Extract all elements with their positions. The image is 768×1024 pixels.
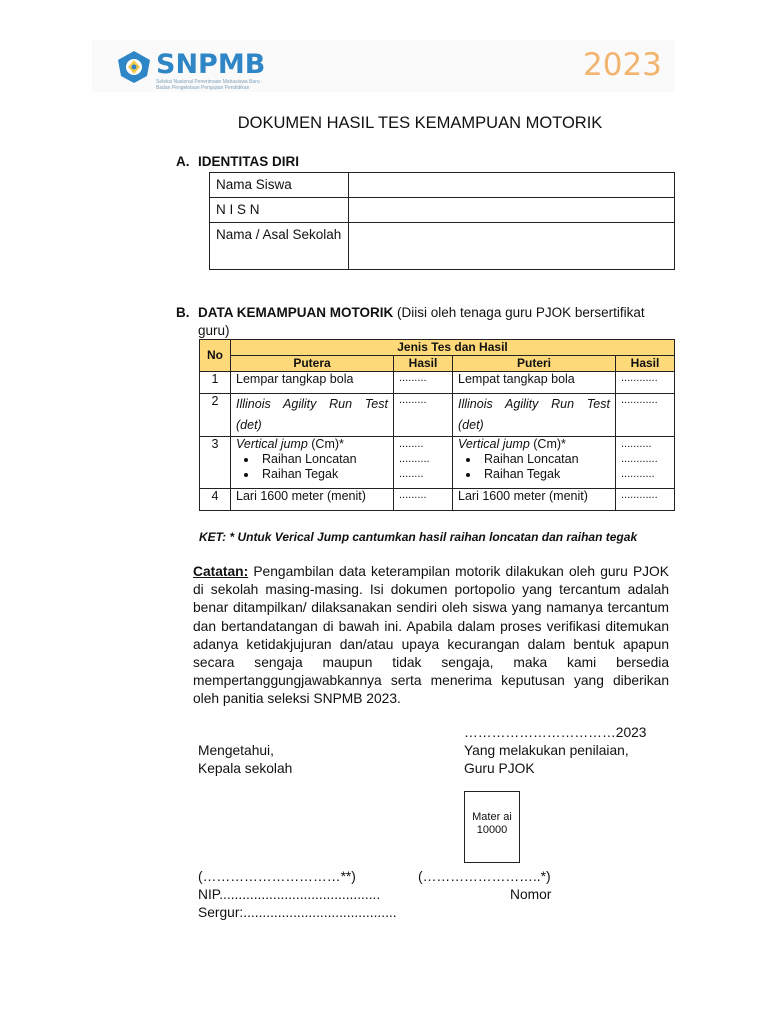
test-puteri-vertical-jump <box>453 437 616 489</box>
hasil-dots: .......... <box>621 438 652 450</box>
identity-label: Nama Siswa <box>210 173 349 198</box>
hasil-putera[interactable]: ......... <box>394 372 453 394</box>
catatan-text: Pengambilan data keterampilan motorik dilakukan oleh guru PJOK di sekolah masing-masing. Isi dokumen portopolio yang tercantum adalah benar ditampilkan/ dilaksanakan sendiri oleh siswa yang namanya tercantum dan bertandatangan di bawah ini. Apabila dalam proses verifikasi ditemukan adanya ketidakjujuran dan/atau upaya kecurangan dalam bentuk apapun secara sengaja maupun tidak sengaja, maka kami bersedia mempertanggungjawabkannya serta menerima keputusan yang diberikan oleh panitia seleksi SNPMB 2023. <box>193 564 669 707</box>
guru-name: (……………………..*) <box>418 869 551 884</box>
ket-note: KET: * Untuk Verical Jump cantumkan hasil raihan loncatan dan raihan tegak <box>199 530 638 544</box>
header-hasil: Hasil <box>616 356 675 372</box>
hasil-putera[interactable]: ......... <box>394 489 453 511</box>
section-b-note-cont: guru) <box>198 323 230 338</box>
identity-table <box>209 172 675 270</box>
header-year: 2023 <box>583 47 662 83</box>
catatan-label: Catatan: <box>193 564 249 579</box>
nisn-field[interactable] <box>349 198 675 223</box>
nip-field: NIP.......................................... <box>198 887 381 902</box>
hasil-puteri[interactable]: ............ <box>616 489 675 511</box>
list-item: • Raihan Loncatan <box>480 452 610 467</box>
section-a-title: IDENTITAS DIRI <box>198 154 299 169</box>
penilai-label: Yang melakukan penilaian, <box>464 743 629 758</box>
list-item: • Raihan Tegak <box>258 467 388 482</box>
section-a-letter: A. <box>176 154 190 169</box>
table-row <box>210 223 675 270</box>
header-putera: Putera <box>231 356 394 372</box>
hasil-dots: ........ <box>399 468 424 480</box>
hasil-puteri[interactable]: ............ <box>616 372 675 394</box>
kepala-sekolah-name: (…………………………**) <box>198 869 356 884</box>
row-no: 4 <box>200 489 231 511</box>
table-header-row <box>200 356 675 372</box>
asal-sekolah-field[interactable] <box>349 223 675 270</box>
nomor-label: Nomor <box>510 887 552 902</box>
test-putera: Lempar tangkap bola <box>231 372 394 394</box>
brand-subtitle: Seleksi Nasional Penerimaan Mahasiswa Baru · Badan Pengelolaan Pengujian Pendidikan <box>156 79 263 91</box>
header-hasil: Hasil <box>394 356 453 372</box>
hasil-dots: ............ <box>621 453 658 465</box>
tut-wuri-handayani-logo-icon <box>114 49 154 85</box>
hasil-dots: ........... <box>621 468 655 480</box>
row-no: 2 <box>200 394 231 437</box>
test-puteri: Lari 1600 meter (menit) <box>453 489 616 511</box>
kepala-sekolah-label: Kepala sekolah <box>198 761 293 776</box>
mengetahui-label: Mengetahui, <box>198 743 274 758</box>
guru-pjok-label: Guru PJOK <box>464 761 535 776</box>
document-title: DOKUMEN HASIL TES KEMAMPUAN MOTORIK <box>237 114 603 132</box>
identity-label: N I S N <box>210 198 349 223</box>
catatan-paragraph <box>193 563 669 709</box>
hasil-putera-vj[interactable] <box>394 437 453 489</box>
test-puteri: Lempat tangkap bola <box>453 372 616 394</box>
nama-siswa-field[interactable] <box>349 173 675 198</box>
list-item: • Raihan Tegak <box>480 467 610 482</box>
list-item: • Raihan Loncatan <box>258 452 388 467</box>
test-putera-vertical-jump <box>231 437 394 489</box>
vj-label: Vertical jump <box>458 437 530 451</box>
header-group: Jenis Tes dan Hasil <box>231 340 675 356</box>
signature-date: ……………………………2023 <box>464 725 647 740</box>
hasil-puteri[interactable]: ............ <box>616 394 675 437</box>
test-puteri: Illinois Agility Run Test (det) <box>453 394 616 437</box>
table-row <box>200 489 675 511</box>
motor-table <box>199 339 675 511</box>
section-b-note: (Diisi oleh tenaga guru PJOK bersertifikat <box>397 305 645 320</box>
row-no: 1 <box>200 372 231 394</box>
vj-unit: (Cm)* <box>529 437 566 451</box>
vj-sub-list <box>458 452 610 482</box>
test-putera: Lari 1600 meter (menit) <box>231 489 394 511</box>
vj-sub-list <box>236 452 388 482</box>
section-b-title: DATA KEMAMPUAN MOTORIK <box>198 305 394 320</box>
header-no: No <box>200 340 231 372</box>
hasil-puteri-vj[interactable] <box>616 437 675 489</box>
section-a-heading <box>176 154 299 169</box>
vj-unit: (Cm)* <box>307 437 344 451</box>
hasil-dots: ........ <box>399 438 424 450</box>
test-putera: Illinois Agility Run Test (det) <box>231 394 394 437</box>
table-row <box>200 394 675 437</box>
brand-name: SNPMB <box>156 49 266 80</box>
table-row <box>200 437 675 489</box>
section-b-heading <box>176 304 676 340</box>
table-row <box>200 372 675 394</box>
materai-stamp-box: Mater ai 10000 <box>464 791 520 863</box>
table-row <box>210 173 675 198</box>
section-b-letter: B. <box>176 305 190 320</box>
sergur-field: Sergur:........................................ <box>198 905 397 920</box>
hasil-dots: .......... <box>399 453 430 465</box>
header-puteri: Puteri <box>453 356 616 372</box>
hasil-putera[interactable]: ......... <box>394 394 453 437</box>
table-row <box>210 198 675 223</box>
identity-label: Nama / Asal Sekolah <box>210 223 349 270</box>
vj-label: Vertical jump <box>236 437 308 451</box>
table-header-row <box>200 340 675 356</box>
row-no: 3 <box>200 437 231 489</box>
